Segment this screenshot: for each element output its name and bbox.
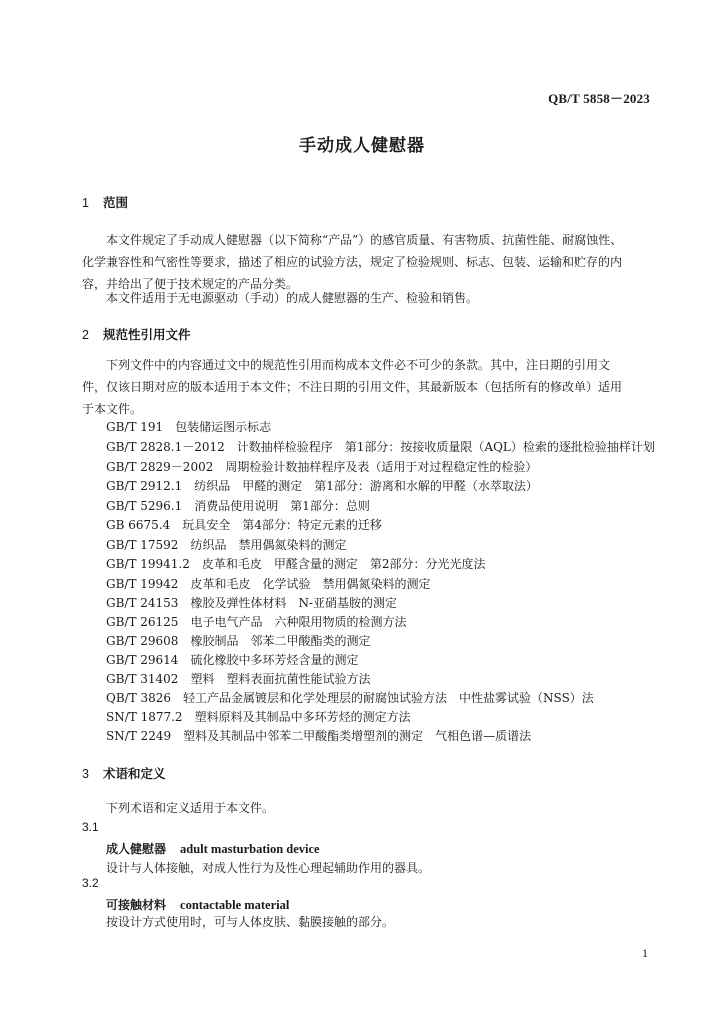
section-title: 范围	[102, 195, 128, 210]
reference-item: GB/T 5296.1 消费品使用说明 第1部分：总则	[106, 499, 370, 513]
reference-item: GB/T 19941.2 皮革和毛皮 甲醛含量的测定 第2部分：分光光度法	[106, 557, 486, 571]
term-english: adult masturbation device	[180, 842, 320, 856]
reference-item: GB/T 29614 硫化橡胶中多环芳烃含量的测定	[106, 653, 359, 667]
reference-item: GB/T 2912.1 纺织品 甲醛的测定 第1部分：游离和水解的甲醛（水萃取法）	[106, 479, 538, 493]
section-1-paragraph-2: 本文件适用于无电源驱动（手动）的成人健慰器的生产、检验和销售。	[106, 291, 479, 305]
section-title: 术语和定义	[102, 766, 166, 781]
section-3-heading	[82, 764, 165, 782]
reference-item: GB/T 2829－2002 周期检验计数抽样程序及表（适用于对过程稳定性的检验）	[106, 460, 538, 474]
section-2-heading	[82, 325, 190, 343]
clause-number: 3.2	[82, 876, 99, 890]
section-1-paragraph-1	[82, 229, 662, 295]
standard-code: QB/T 5858－2023	[548, 91, 650, 106]
term-heading	[106, 896, 289, 913]
reference-item: SN/T 2249 塑料及其制品中邻苯二甲酸酯类增塑剂的测定 气相色谱—质谱法	[106, 729, 532, 743]
paragraph-line: 下列文件中的内容通过文中的规范性引用而构成本文件必不可少的条款。其中，注日期的引用文	[106, 358, 611, 372]
term-definition: 设计与人体接触，对成人性行为及性心理起辅助作用的器具。	[106, 861, 431, 875]
reference-item: QB/T 3826 轻工产品金属镀层和化学处理层的耐腐蚀试验方法 中性盐雾试验（NSS）法	[106, 691, 594, 705]
section-2-intro	[82, 354, 662, 420]
term-english: contactable material	[180, 898, 290, 912]
section-number: 3	[82, 767, 89, 781]
paragraph-line: 件，仅该日期对应的版本适用于本文件；不注日期的引用文件，其最新版本（包括所有的修改单）适用	[82, 380, 623, 394]
page-number: 1	[642, 946, 648, 960]
reference-item: GB 6675.4 玩具安全 第4部分：特定元素的迁移	[106, 518, 382, 532]
section-number: 1	[82, 196, 89, 210]
term-heading	[106, 840, 320, 857]
section-1-heading	[82, 193, 128, 211]
reference-item: GB/T 191 包装储运图示标志	[106, 420, 272, 434]
reference-item: SN/T 1877.2 塑料原料及其制品中多环芳烃的测定方法	[106, 710, 411, 724]
reference-item: GB/T 29608 橡胶制品 邻苯二甲酸酯类的测定	[106, 634, 371, 648]
reference-item: GB/T 24153 橡胶及弹性体材料 N-亚硝基胺的测定	[106, 596, 397, 610]
term-chinese: 成人健慰器	[106, 842, 167, 856]
reference-item: GB/T 17592 纺织品 禁用偶氮染料的测定	[106, 538, 347, 552]
section-number: 2	[82, 328, 89, 342]
paragraph-line: 容，并给出了便于技术规定的产品分类。	[82, 277, 299, 291]
reference-item: GB/T 2828.1－2012 计数抽样检验程序 第1部分：按接收质量限（AQL）检索的逐批检验抽样计划	[106, 440, 655, 454]
section-title: 规范性引用文件	[102, 327, 191, 342]
reference-item: GB/T 31402 塑料 塑料表面抗菌性能试验方法	[106, 672, 371, 686]
term-chinese: 可接触材料	[106, 898, 167, 912]
reference-item: GB/T 26125 电子电气产品 六种限用物质的检测方法	[106, 615, 407, 629]
section-3-intro: 下列术语和定义适用于本文件。	[106, 801, 275, 815]
paragraph-line: 本文件规定了手动成人健慰器（以下简称“产品”）的感官质量、有害物质、抗菌性能、耐腐蚀性、	[106, 233, 623, 247]
document-title: 手动成人健慰器	[299, 136, 425, 156]
reference-item: GB/T 19942 皮革和毛皮 化学试验 禁用偶氮染料的测定	[106, 577, 431, 591]
paragraph-line: 于本文件。	[82, 402, 143, 416]
paragraph-line: 化学兼容性和气密性等要求，描述了相应的试验方法，规定了检验规则、标志、包装、运输和贮存的内	[82, 255, 623, 269]
clause-number: 3.1	[82, 820, 99, 834]
term-definition: 按设计方式使用时，可与人体皮肤、黏膜接触的部分。	[106, 915, 395, 929]
